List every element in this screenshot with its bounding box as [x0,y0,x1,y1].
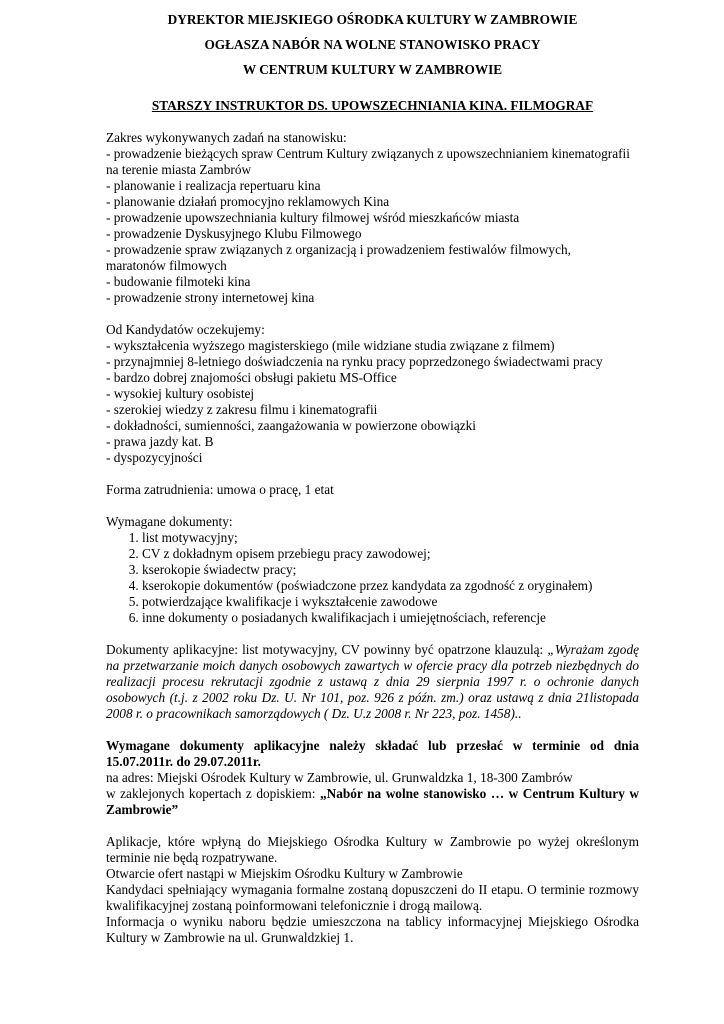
deadline-bold: Wymagane dokumenty aplikacyjne należy składać lub przesłać w terminie od dnia 15.07.2011r. do 29.07.2011r. [106,738,639,769]
requirement-line: - dokładności, sumienności, zaangażowania w powierzone obowiązki [106,418,476,433]
closing-paragraph-1: Aplikacje, które wpłyną do Miejskiego Ośrodka Kultury w Zambrowie po wyżej określonym terminie nie będą rozpatrywane. [106,834,639,865]
header-line-1: DYREKTOR MIEJSKIEGO OŚRODKA KULTURY W ZAMBROWIE [167,12,578,27]
requirement-line: - wysokiej kultury osobistej [106,386,255,401]
document-item: 5. potwierdzające kwalifikacje i wykształcenie zawodowe [142,594,639,610]
requirement-line: - szerokiej wiedzy z zakresu filmu i kinematografii [106,402,378,417]
requirements-section [106,322,639,466]
position-title: STARSZY INSTRUKTOR DS. UPOWSZECHNIANIA KINA. FILMOGRAF [151,98,594,113]
requirement-line: - bardzo dobrej znajomości obsługi pakietu MS-Office [106,370,397,385]
consent-clause [106,642,639,722]
tasks-section [106,130,639,306]
requirements-heading: Od Kandydatów oczekujemy: [106,322,265,337]
header-line-2: OGŁASZA NABÓR NA WOLNE STANOWISKO PRACY [204,37,541,52]
closing-paragraph-2: Otwarcie ofert nastąpi w Miejskim Ośrodku Kultury w Zambrowie [106,866,463,881]
documents-heading: Wymagane dokumenty: [106,514,233,529]
documents-section [106,514,639,626]
submission-deadline [106,738,639,770]
task-line: na terenie miasta Zambrów [106,162,252,177]
task-line: - prowadzenie Dyskusyjnego Klubu Filmowego [106,226,362,241]
requirement-line: - prawa jazdy kat. B [106,434,214,449]
submission-address: na adres: Miejski Ośrodek Kultury w Zambrowie, ul. Grunwaldzka 1, 18-300 Zambrów [106,770,573,785]
envelope-prefix: w zaklejonych kopertach z dopiskiem: [106,786,320,801]
document-item: 3. kserokopie świadectw pracy; [142,562,639,578]
requirement-line: - wykształcenia wyższego magisterskiego (mile widziane studia związane z filmem) [106,338,555,353]
submission-envelope [106,786,639,818]
clause-italic-text: „Wyrażam zgodę na przetwarzanie moich danych osobowych zawartych w ofercie pracy dla potrzeb niezbędnych do realizacji procesu rekrutacji zgodnie z ustawą z dnia 29 sierpnia 1997 r. o ochronie danych osobowych (t.j. z 2002 roku Dz. U. Nr 101, poz. 926 z późn. zm.) oraz ustawą z dnia 21listopada 2008 r. o pracownikach samorządowych ( Dz. U.z 2008 r. Nr 223, poz. 1458).. [106,642,640,721]
task-line: - budowanie filmoteki kina [106,274,251,289]
envelope-label: „Nabór na wolne stanowisko … w Centrum Kultury w Zambrowie” [106,786,639,817]
clause-intro: Dokumenty aplikacyjne: list motywacyjny, CV powinny być opatrzone klauzulą: [106,642,548,657]
document-item: 2. CV z dokładnym opisem przebiegu pracy zawodowej; [142,546,639,562]
closing-section [106,834,639,946]
task-line: maratonów filmowych [106,258,227,273]
task-line: - planowanie i realizacja repertuaru kina [106,178,321,193]
closing-paragraph-3: Kandydaci spełniający wymagania formalne zostaną dopuszczeni do II etapu. O terminie rozmowy kwalifikacyjnej zostaną poinformowani telefonicznie i drogą mailową. [106,882,639,913]
header-line-3: W CENTRUM KULTURY W ZAMBROWIE [242,62,503,77]
document-item: 6. inne dokumenty o posiadanych kwalifikacjach i umiejętnościach, referencje [142,610,639,626]
submission-section [106,738,639,818]
closing-paragraph-4: Informacja o wyniku naboru będzie umieszczona na tablicy informacyjnej Miejskiego Ośrodka Kultury w Zambrowie na ul. Grunwaldzkiej 1. [106,914,639,945]
task-line: - planowanie działań promocyjno reklamowych Kina [106,194,390,209]
employment-form: Forma zatrudnienia: umowa o pracę, 1 etat [106,482,334,497]
task-line: - prowadzenie spraw związanych z organizacją i prowadzeniem festiwalów filmowych, [106,242,571,257]
task-line: - prowadzenie bieżących spraw Centrum Kultury związanych z upowszechnianiem kinematografii [106,146,630,161]
requirement-line: - dyspozycyjności [106,450,203,465]
document-content [106,12,639,946]
task-line: - prowadzenie upowszechniania kultury filmowej wśród mieszkańców miasta [106,210,520,225]
tasks-heading: Zakres wykonywanych zadań na stanowisku: [106,130,347,145]
task-line: - prowadzenie strony internetowej kina [106,290,315,305]
requirement-line: - przynajmniej 8-letniego doświadczenia na rynku pracy poprzedzonego świadectwami pracy [106,354,603,369]
documents-list [106,530,639,626]
document-item: 1. list motywacyjny; [142,530,639,546]
document-item: 4. kserokopie dokumentów (poświadczone przez kandydata za zgodność z oryginałem) [142,578,639,594]
